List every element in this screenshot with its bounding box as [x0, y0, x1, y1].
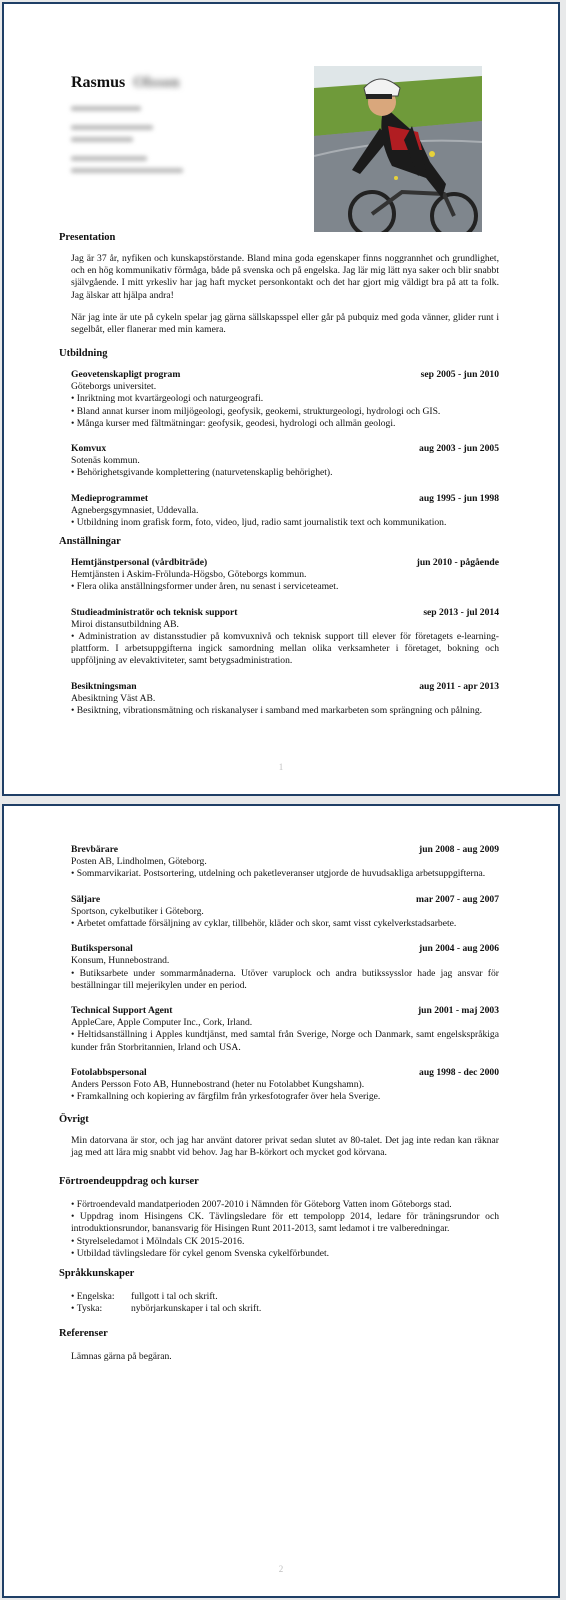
presentation-paragraph-1: Jag är 37 år, nyfiken och kunskapstörstande. Bland mina goda egenskaper finns noggrannhet och grundlighet, och en hög kommunikativ förmåga, både på svenska och på engelska. Jag lär mig lätt nya saker och blir snabbt självgående. I mitt yrkesliv har jag haft mycket personkontakt och det har gjort mig väldigt bra på att ta folk. Jag älskar att hjälpa andra!: [71, 253, 499, 301]
employment-entry: [71, 607, 499, 668]
employment-entry: [71, 894, 499, 931]
language-name: • Engelska:: [71, 1291, 131, 1303]
section-heading: Presentation: [59, 232, 116, 243]
entry-place: Abesiktning Väst AB.: [71, 692, 156, 704]
employment-entry: [71, 557, 499, 594]
applicant-name: [71, 74, 179, 92]
employment-entry: [71, 943, 499, 992]
trust-bullet: • Uppdrag inom Hisingens CK. Tävlingsledare för ett tempolopp 2014, ledare för träningsrundor och introduktionsrundor, banansvarig för Hisingen Runt 2011-2013, samt ledamot i tre valberedningar.: [71, 1211, 499, 1235]
blurred-contact-info: [71, 106, 261, 180]
entry-place: AppleCare, Apple Computer Inc., Cork, Irland.: [71, 1017, 253, 1029]
employment-entry: [71, 1067, 499, 1104]
other-paragraph: Min datorvana är stor, och jag har använt datorer privat sedan slutet av 80-talet. Det jag inte redan kan räknar jag med att lära mig snabbt vid behov. Jag har B-körkort och mycket god körvana.: [71, 1135, 499, 1159]
entry-dates: sep 2005 - jun 2010: [420, 369, 499, 380]
education-entry: [71, 493, 499, 530]
entry-bullet: • Flera olika anställningsformer under åren, nu senast i serviceteamet.: [71, 581, 499, 593]
entry-place: Sportson, cykelbutiker i Göteborg.: [71, 905, 204, 917]
language-list: [71, 1291, 499, 1315]
entry-title: Butikspersonal: [71, 943, 133, 955]
entry-dates: aug 1995 - jun 1998: [419, 492, 499, 504]
entry-dates: jun 2004 - aug 2006: [419, 943, 499, 955]
entry-bullet: • Administration av distansstudier på komvuxnivå och teknisk support till elever för företagets e-learning-plattform. I arbetsuppgifterna ingick samordning mellan olika verksamheter i företaget, bokning och uppföljning av elevaktiviteter, samt betygsadministration.: [71, 631, 499, 668]
entry-place: Sotenäs kommun.: [71, 455, 140, 467]
entry-title: Säljare: [71, 893, 101, 905]
last-name-blurred: Olsson: [133, 74, 180, 91]
employment-entry: [71, 681, 499, 718]
section-heading: Referenser: [59, 1328, 108, 1339]
section-heading: Utbildning: [59, 348, 108, 359]
section-heading: Förtroendeuppdrag och kurser: [59, 1176, 199, 1187]
entry-bullet: • Bland annat kurser inom miljögeologi, geofysik, geokemi, strukturgeologi, hydrologi och GIS.: [71, 406, 499, 418]
entry-place: Anders Persson Foto AB, Hunnebostrand (heter nu Fotolabbet Kungshamn).: [71, 1079, 365, 1091]
page-number: 2: [278, 1564, 284, 1574]
entry-bullet: • Butiksarbete under sommarmånaderna. Utöver varuplock och andra butikssysslor hade jag ansvar för beställningar till mejerikylen under en period.: [71, 968, 499, 992]
entry-bullet: • Behörighetsgivande komplettering (naturvetenskaplig behörighet).: [71, 467, 499, 479]
entry-dates: sep 2013 - jul 2014: [423, 606, 499, 618]
entry-title: Technical Support Agent: [71, 1005, 173, 1017]
entry-dates: aug 2003 - jun 2005: [419, 443, 499, 455]
language-row: [71, 1303, 499, 1315]
entry-place: Hemtjänsten i Askim-Frölunda-Högsbo, Göteborgs kommun.: [71, 569, 307, 581]
section-heading: Övrigt: [59, 1114, 89, 1125]
education-entry: [71, 369, 499, 430]
page-number: 1: [278, 762, 284, 772]
section-heading: Språkkunskaper: [59, 1268, 135, 1279]
entry-bullet: • Arbetet omfattade försäljning av cyklar, tillbehör, kläder och skor, samt visst cykelverkstadsarbete.: [71, 918, 499, 930]
entry-place: Miroi distansutbildning AB.: [71, 618, 179, 630]
trust-bullet: • Förtroendevald mandatperioden 2007-2010 i Nämnden för Göteborg Vatten inom Göteborgs stad.: [71, 1199, 499, 1211]
entry-place: Konsum, Hunnebostrand.: [71, 955, 170, 967]
section-employment-continued: [59, 844, 499, 1116]
entry-title: Studieadministratör och teknisk support: [71, 606, 238, 618]
employment-entry: [71, 1005, 499, 1054]
entry-title: Fotolabbspersonal: [71, 1066, 147, 1078]
entry-dates: aug 1998 - dec 2000: [419, 1066, 499, 1078]
trust-list: [71, 1199, 499, 1260]
entry-title: Hemtjänstpersonal (vårdbiträde): [71, 557, 208, 568]
trust-bullet: • Utbildad tävlingsledare för cykel genom Svenska cykelförbundet.: [71, 1248, 499, 1260]
section-education: [59, 348, 499, 542]
section-trust-assignments: [59, 1176, 499, 1273]
cv-page-1: [2, 2, 560, 796]
language-level: nybörjarkunskaper i tal och skrift.: [131, 1303, 262, 1315]
entry-dates: mar 2007 - aug 2007: [416, 893, 499, 905]
profile-photo-cyclist: [314, 66, 482, 232]
trust-bullet: • Styrelseledamot i Mölndals CK 2015-2016.: [71, 1236, 499, 1248]
entry-bullet: • Inriktning mot kvartärgeologi och naturgeografi.: [71, 393, 499, 405]
language-row: [71, 1291, 499, 1303]
section-heading: Anställningar: [59, 536, 121, 547]
entry-title: Komvux: [71, 443, 107, 455]
references-text: Lämnas gärna på begäran.: [71, 1351, 172, 1362]
entry-dates: aug 2011 - apr 2013: [419, 680, 499, 692]
entry-title: Besiktningsman: [71, 680, 137, 692]
employment-entry: [71, 844, 499, 881]
presentation-paragraph-2: När jag inte är ute på cykeln spelar jag gärna sällskapsspel eller går på pubquiz med goda vänner, glider runt i segelbåt, eller flanerar med min kamera.: [71, 311, 499, 336]
entry-bullet: • Framkallning och kopiering av färgfilm från yrkesfotografer över hela Sverige.: [71, 1091, 499, 1103]
entry-bullet: • Utbildning inom grafisk form, foto, video, ljud, radio samt journalistik text och kommunikation.: [71, 517, 499, 529]
entry-bullet: • Sommarvikariat. Postsortering, utdelning och paketleveranser utgjorde de huvudsakliga arbetsuppgifterna.: [71, 868, 499, 880]
section-other: [59, 1114, 499, 1169]
entry-place: Göteborgs universitet.: [71, 381, 157, 393]
entry-title: Brevbärare: [71, 844, 119, 855]
language-level: fullgott i tal och skrift.: [131, 1291, 218, 1302]
first-name: Rasmus: [71, 74, 126, 91]
language-name: • Tyska:: [71, 1303, 131, 1315]
entry-place: Posten AB, Lindholmen, Göteborg.: [71, 856, 207, 868]
entry-bullet: • Besiktning, vibrationsmätning och riskanalyser i samband med markarbeten som sprängning och pålning.: [71, 705, 499, 717]
entry-title: Geovetenskapligt program: [71, 369, 181, 380]
entry-bullet: • Heltidsanställning i Apples kundtjänst, med samtal från Sverige, Norge och Danmark, samt engelskspråkiga kunder från Storbritannien, Irland och USA.: [71, 1029, 499, 1053]
cv-page-2: [2, 804, 560, 1598]
entry-title: Medieprogrammet: [71, 492, 149, 504]
section-employment: [59, 536, 499, 730]
section-references: [59, 1328, 499, 1373]
entry-place: Agnebergsgymnasiet, Uddevalla.: [71, 504, 199, 516]
section-languages: [59, 1268, 499, 1328]
section-presentation: [59, 232, 499, 346]
entry-dates: jun 2008 - aug 2009: [419, 844, 499, 855]
entry-bullet: • Många kurser med fältmätningar: geofysik, geodesi, hydrologi och allmän geologi.: [71, 418, 499, 430]
entry-dates: jun 2010 - pågående: [416, 557, 499, 568]
education-entry: [71, 443, 499, 480]
entry-dates: jun 2001 - maj 2003: [417, 1005, 499, 1017]
